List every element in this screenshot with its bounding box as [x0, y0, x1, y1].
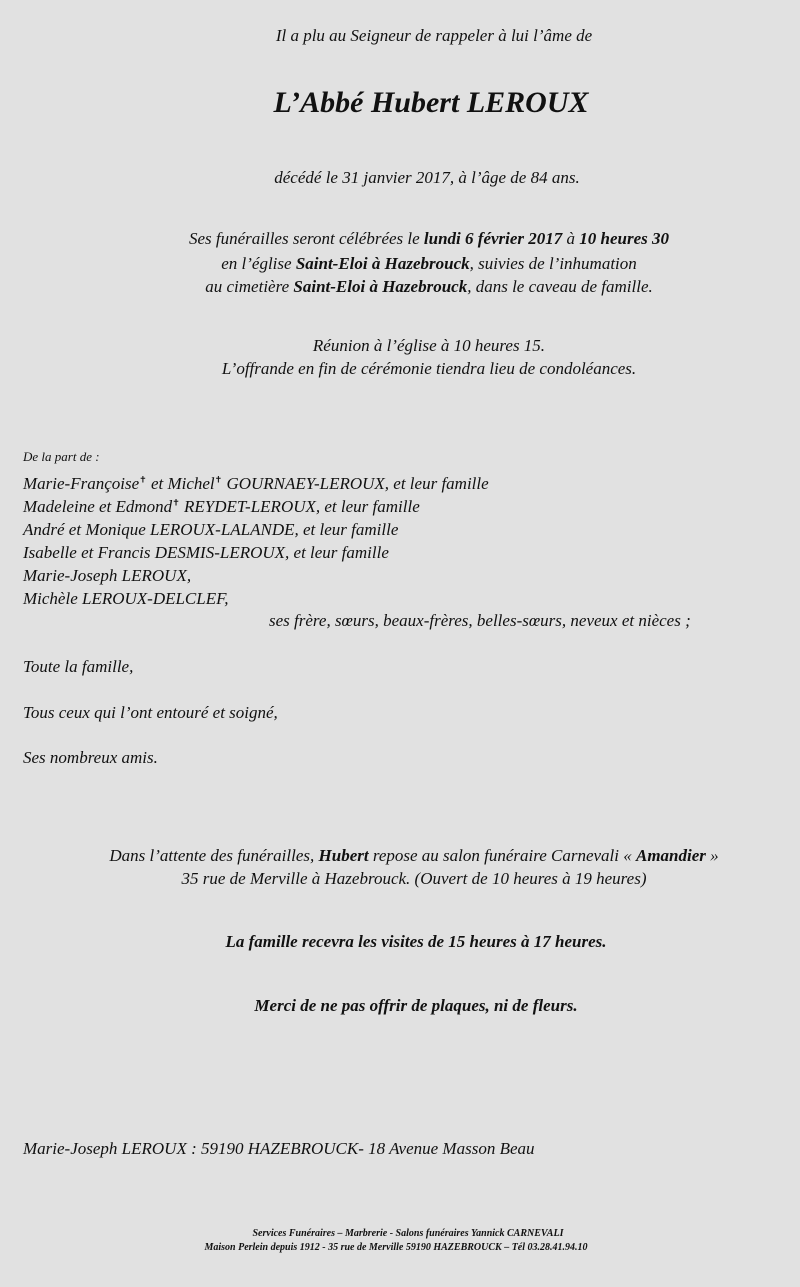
- de-la-part-label: De la part de :: [23, 449, 100, 464]
- family-line: [23, 474, 489, 494]
- funeral-line-2: [29, 254, 800, 274]
- funeral-line-3: [29, 277, 800, 297]
- attente-line-1: [14, 846, 800, 866]
- attente-text: »: [705, 846, 719, 865]
- cross-icon: ✝: [139, 474, 147, 485]
- toute-la-famille: Toute la famille,: [23, 657, 134, 676]
- contact-line: Marie-Joseph LEROUX : 59190 HAZEBROUCK- 18 Avenue Masson Beau: [23, 1139, 535, 1158]
- attente-text: Dans l’attente des funérailles,: [109, 846, 319, 865]
- death-date-line: décédé le 31 janvier 2017, à l’âge de 84 ans.: [274, 168, 580, 187]
- funeral-text: au cimetière: [205, 277, 294, 296]
- family-name: Madeleine et Edmond: [23, 497, 173, 516]
- family-name: REYDET-LEROUX, et leur famille: [179, 497, 420, 516]
- cemetery-name: Saint-Eloi à Hazebrouck: [293, 277, 468, 296]
- attente-text: repose au salon funéraire Carnevali «: [368, 846, 636, 865]
- intro-line: Il a plu au Seigneur de rappeler à lui l’âme de: [275, 26, 593, 45]
- visits-line: La famille recevra les visites de 15 heures à 17 heures.: [225, 932, 607, 951]
- tous-ceux-line: Tous ceux qui l’ont entouré et soigné,: [23, 703, 278, 722]
- attente-line-2: 35 rue de Merville à Hazebrouck. (Ouvert de 10 heures à 19 heures): [181, 869, 647, 888]
- family-line: André et Monique LEROUX-LALANDE, et leur famille: [23, 520, 399, 539]
- funeral-text: , suivies de l’inhumation: [469, 254, 637, 273]
- cross-icon: ✝: [214, 474, 223, 485]
- family-name: et Michel: [146, 474, 215, 493]
- funeral-line-1: [29, 229, 800, 249]
- footer-line-1: Services Funéraires – Marbrerie - Salons funéraires Yannick CARNEVALI: [252, 1228, 564, 1239]
- no-flowers-line: Merci de ne pas offrir de plaques, ni de fleurs.: [254, 996, 578, 1015]
- funeral-text: , dans le caveau de famille.: [467, 277, 653, 296]
- relation-line: ses frère, sœurs, beaux-frères, belles-sœurs, neveux et nièces ;: [269, 611, 691, 630]
- amis-line: Ses nombreux amis.: [23, 748, 158, 767]
- cross-icon: ✝: [172, 497, 180, 508]
- funeral-date: lundi 6 février 2017: [423, 229, 563, 248]
- reunion-line: Réunion à l’église à 10 heures 15.: [312, 336, 546, 355]
- family-name: Marie-Françoise: [23, 474, 140, 493]
- salon-name: Amandier: [636, 846, 706, 865]
- family-line: Isabelle et Francis DESMIS-LEROUX, et leur famille: [23, 543, 389, 562]
- funeral-time: 10 heures 30: [579, 229, 670, 248]
- first-name: Hubert: [318, 846, 369, 865]
- deceased-name: L’Abbé Hubert LEROUX: [273, 86, 589, 119]
- funeral-text: en l’église: [221, 254, 296, 273]
- family-name: GOURNAEY-LEROUX, et leur famille: [222, 474, 489, 493]
- funeral-text: Ses funérailles seront célébrées le: [188, 229, 424, 248]
- family-line: [23, 497, 420, 517]
- church-name: Saint-Eloi à Hazebrouck: [295, 254, 470, 273]
- offering-line: L’offrande en fin de cérémonie tiendra lieu de condoléances.: [221, 359, 637, 378]
- family-line: Marie-Joseph LEROUX,: [23, 566, 192, 585]
- footer-line-2: Maison Perlein depuis 1912 - 35 rue de Merville 59190 HAZEBROUCK – Tél 03.28.41.94.10: [204, 1242, 588, 1253]
- family-line: Michèle LEROUX-DELCLEF,: [23, 589, 229, 608]
- funeral-text: à: [562, 229, 580, 248]
